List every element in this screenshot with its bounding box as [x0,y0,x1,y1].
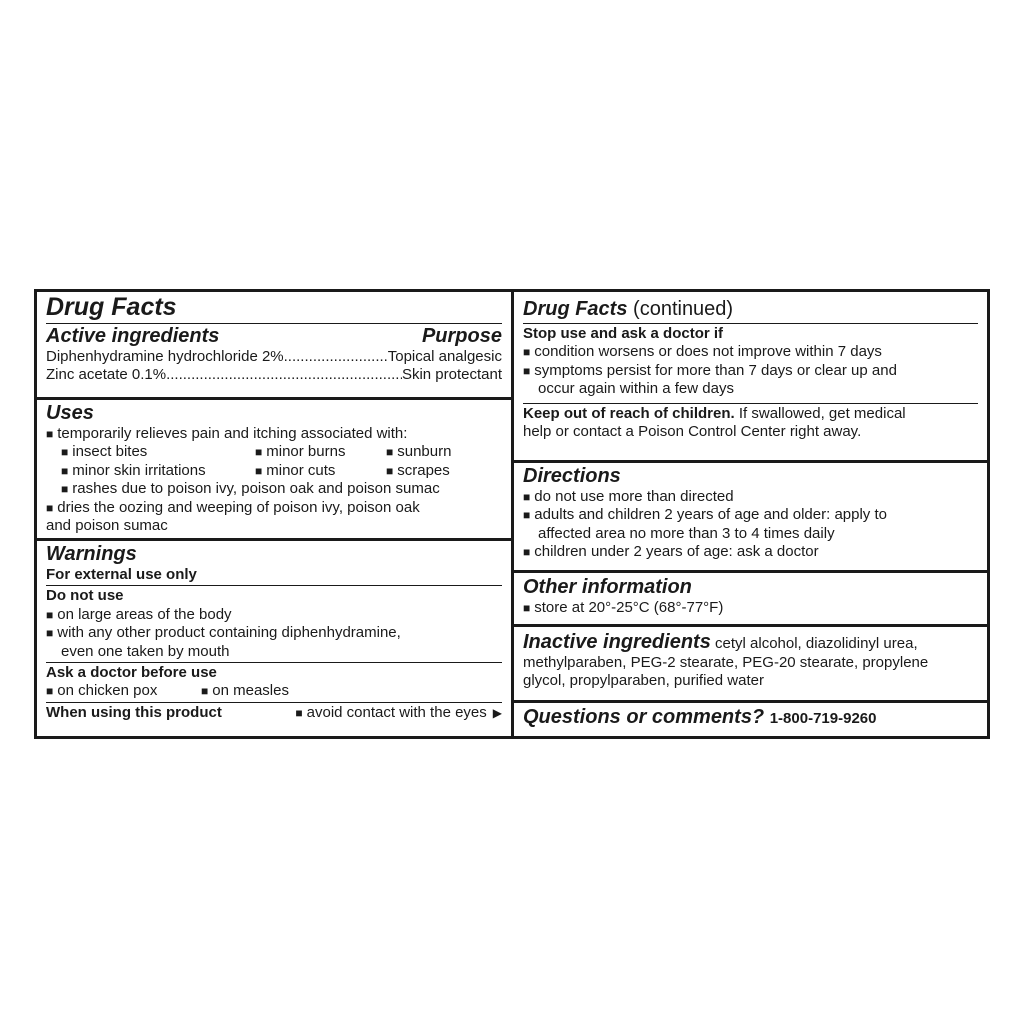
leader-dots [284,348,388,366]
ask-doctor-item: ■ on chicken pox [46,682,201,700]
right-column [514,292,987,736]
section-divider [514,624,987,627]
section-divider [514,460,987,463]
other-info-section [514,576,987,617]
drug-facts-header [37,292,511,385]
section-divider [514,570,987,573]
ingredient-row [46,366,502,384]
use-item: ■ minor cuts [255,462,386,480]
keep-out-bold: Keep out of reach of children. [523,404,735,422]
use-item: ■ minor burns [255,443,386,461]
ingredient-name: Diphenhydramine hydrochloride 2% [46,348,284,365]
inactive-text: glycol, propylparaben, purified water [523,672,764,690]
left-column [37,292,514,736]
continued-title [523,296,978,322]
use-item: ■ scrapes [386,462,450,480]
divider [523,403,978,404]
divider [46,323,502,324]
uses-intro: ■ temporarily relieves pain and itching associated with: [46,425,502,443]
active-ingredients-heading: Active ingredients [46,325,220,347]
directions-heading: Directions [523,465,621,487]
uses-section [37,402,511,535]
section-divider [37,538,511,541]
uses-grid-row [46,462,502,480]
ask-doctor-item: ■ on measles [201,682,289,700]
ingredient-purpose: Topical analgesic [387,348,502,365]
leader-dots [166,366,402,384]
phone-number: 1-800-719-9260 [769,710,877,727]
uses-heading: Uses [46,402,94,424]
ingredient-name: Zinc acetate 0.1% [46,366,167,384]
stop-use-item: ■ condition worsens or does not improve within 7 days [523,343,978,361]
when-using-item: ■ avoid contact with the eyes [295,704,486,721]
ask-doctor-heading: Ask a doctor before use [46,664,217,682]
do-not-use-item: ■ on large areas of the body [46,606,502,624]
directions-item: ■ children under 2 years of age: ask a doctor [523,543,978,561]
uses-grid-row [46,443,502,461]
active-ingredients-header [46,325,502,348]
other-info-heading: Other information [523,576,692,598]
section-divider [37,397,511,400]
ask-doctor-items [46,682,502,700]
continued-header [514,296,987,441]
do-not-use-item-cont: even one taken by mouth [61,642,230,660]
ingredient-row [46,348,502,366]
drug-facts-panel [34,289,990,739]
use-item: ■ sunburn [386,443,451,461]
warnings-section [37,543,511,722]
stop-use-item: ■ symptoms persist for more than 7 days or clear up and [523,362,978,380]
external-use-notice: For external use only [46,566,197,583]
directions-item-cont: affected area no more than 3 to 4 times daily [538,524,835,542]
do-not-use-item: ■ with any other product containing diphenhydramine, [46,624,502,642]
stop-use-item-cont: occur again within a few days [538,380,734,398]
use-item-rashes: ■ rashes due to poison ivy, poison oak and poison sumac [46,480,502,498]
keep-out-line [523,405,978,423]
ingredient-purpose: Skin protectant [401,366,502,384]
other-info-item: ■ store at 20°-25°C (68°-77°F) [523,599,978,617]
inactive-heading: Inactive ingredients [523,631,711,653]
keep-out-rest: If swallowed, get medical [734,404,906,422]
directions-section [514,465,987,562]
section-divider [514,700,987,703]
keep-out-cont: help or contact a Poison Control Center right away. [523,423,862,441]
use-item-dries: ■ dries the oozing and weeping of poison ivy, poison oak [46,499,502,517]
questions-heading: Questions or comments? [523,706,765,728]
directions-item: ■ adults and children 2 years of age and older: apply to [523,506,978,524]
questions-line [523,706,978,730]
inactive-text: methylparaben, PEG-2 stearate, PEG-20 stearate, propylene [523,654,929,671]
when-using-row [46,704,502,722]
use-item: ■ minor skin irritations [61,462,255,480]
when-using-heading: When using this product [46,703,222,721]
use-item-dries-cont: and poison sumac [46,517,168,535]
purpose-heading: Purpose [421,325,502,347]
continue-arrow-icon: ▶ [492,705,502,720]
warnings-heading: Warnings [46,543,137,565]
divider [523,323,978,324]
stop-use-heading: Stop use and ask a doctor if [523,325,724,342]
continued-suffix: (continued) [633,298,734,320]
inactive-text: cetyl alcohol, diazolidinyl urea, [715,635,918,652]
directions-item: ■ do not use more than directed [523,488,978,506]
divider [46,662,502,663]
do-not-use-heading: Do not use [46,587,124,605]
drug-facts-title: Drug Facts [523,298,628,320]
questions-section [514,706,987,730]
divider [46,585,502,586]
divider [46,702,502,703]
inactive-line [523,631,978,654]
use-item: ■ insect bites [61,443,255,461]
drug-facts-title: Drug Facts [46,293,177,321]
inactive-section [514,631,987,691]
